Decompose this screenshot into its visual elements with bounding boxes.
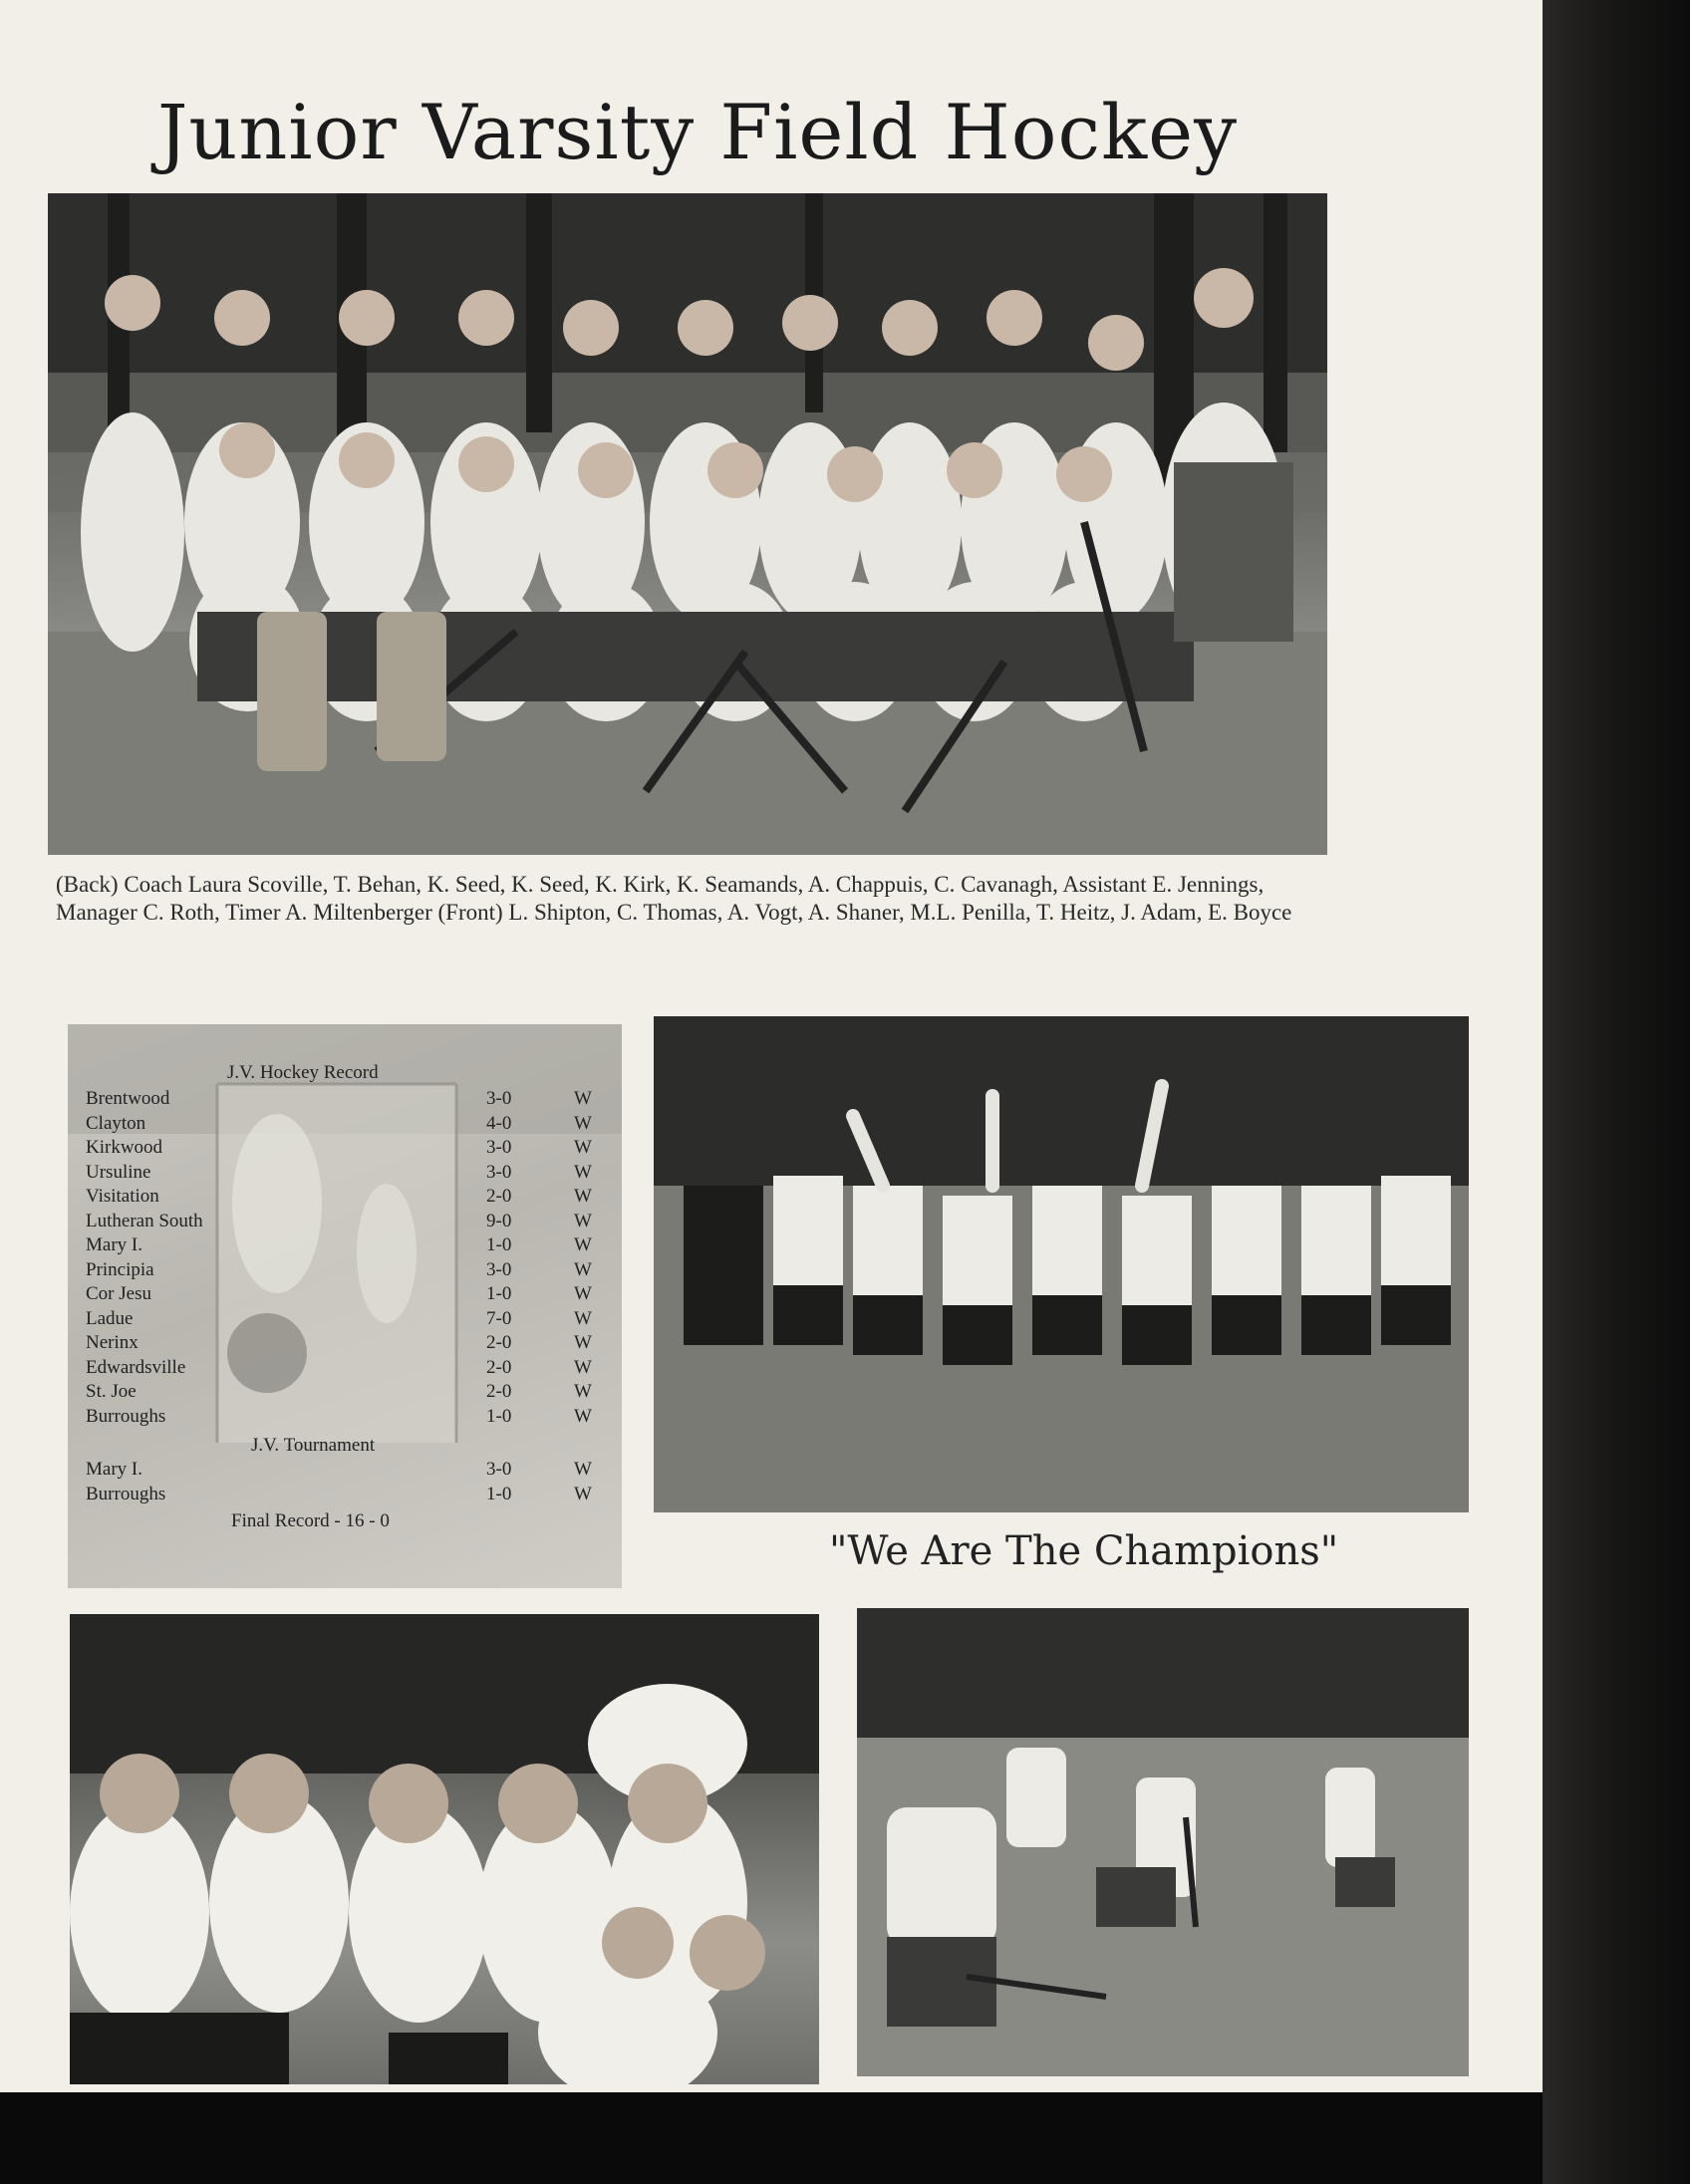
record-row (86, 1332, 604, 1352)
game-score: 2-0 (486, 1381, 512, 1402)
opponent-name: St. Joe (86, 1381, 137, 1402)
final-record: Final Record - 16 - 0 (231, 1510, 390, 1531)
game-score: 3-0 (486, 1258, 512, 1280)
record-row (86, 1162, 604, 1182)
opponent-name: Burroughs (86, 1405, 166, 1427)
game-result: W (574, 1234, 592, 1255)
game-result: W (574, 1483, 592, 1504)
record-row (86, 1484, 604, 1503)
game-score: 3-0 (486, 1088, 512, 1109)
team-group-photo-art (70, 1614, 819, 2084)
game-score: 4-0 (486, 1112, 512, 1134)
game-result: W (574, 1405, 592, 1427)
tournament-title: J.V. Tournament (251, 1435, 376, 1456)
record-row (86, 1406, 604, 1426)
game-score: 3-0 (486, 1459, 512, 1480)
game-score: 1-0 (486, 1405, 512, 1427)
game-score: 7-0 (486, 1307, 512, 1329)
game-result: W (574, 1186, 592, 1207)
opponent-name: Mary I. (86, 1234, 142, 1255)
record-row (86, 1259, 604, 1279)
game-result: W (574, 1210, 592, 1231)
game-result: W (574, 1332, 592, 1353)
game-score: 9-0 (486, 1210, 512, 1231)
opponent-name: Brentwood (86, 1088, 170, 1109)
game-result: W (574, 1381, 592, 1402)
record-row (86, 1283, 604, 1303)
game-action-photo-art (857, 1608, 1469, 2076)
book-spine (1543, 0, 1690, 2184)
opponent-name: Visitation (86, 1186, 159, 1207)
game-score: 1-0 (486, 1234, 512, 1255)
jv-hockey-record-table (68, 1024, 622, 1588)
celebration-photo-art (654, 1016, 1469, 1512)
record-row (86, 1113, 604, 1133)
opponent-name: Ladue (86, 1307, 134, 1329)
team-photo (48, 193, 1327, 855)
game-result: W (574, 1283, 592, 1304)
game-score: 2-0 (486, 1356, 512, 1378)
game-result: W (574, 1161, 592, 1183)
champions-caption: "We Are The Champions" (829, 1528, 1339, 1574)
game-result: W (574, 1088, 592, 1109)
record-row (86, 1137, 604, 1157)
game-result: W (574, 1112, 592, 1134)
record-row (86, 1357, 604, 1377)
game-result: W (574, 1459, 592, 1480)
game-score: 2-0 (486, 1186, 512, 1207)
record-row (86, 1186, 604, 1206)
record-title: J.V. Hockey Record (227, 1062, 379, 1083)
opponent-name: Edwardsville (86, 1356, 186, 1378)
opponent-name: Principia (86, 1258, 154, 1280)
game-result: W (574, 1356, 592, 1378)
game-result: W (574, 1307, 592, 1329)
opponent-name: Cor Jesu (86, 1283, 151, 1304)
record-row (86, 1381, 604, 1401)
game-score: 1-0 (486, 1283, 512, 1304)
record-row (86, 1234, 604, 1254)
game-result: W (574, 1137, 592, 1158)
game-result: W (574, 1258, 592, 1280)
record-row (86, 1459, 604, 1479)
record-row (86, 1211, 604, 1230)
opponent-name: Mary I. (86, 1459, 142, 1480)
opponent-name: Lutheran South (86, 1210, 203, 1231)
game-score: 3-0 (486, 1161, 512, 1183)
team-photo-caption: (Back) Coach Laura Scoville, T. Behan, K. Seed, K. Seed, K. Kirk, K. Seamands, A. Chappuis, C. Cavanagh, Assistant E. Jennings, Manager C. Roth, Timer A. Miltenberger (Front) L. Shipton, C. Thomas, A. Vogt, A. Shaner, M.L. Penilla, T. Heitz, J. Adam, E. Boyce (56, 872, 1292, 925)
game-score: 2-0 (486, 1332, 512, 1353)
opponent-name: Clayton (86, 1112, 146, 1134)
opponent-name: Kirkwood (86, 1137, 163, 1158)
game-score: 3-0 (486, 1137, 512, 1158)
team-photo-art (48, 193, 1327, 855)
opponent-name: Nerinx (86, 1332, 139, 1353)
record-row (86, 1088, 604, 1108)
record-row (86, 1308, 604, 1328)
page-title: Junior Varsity Field Hockey (156, 88, 1239, 176)
opponent-name: Ursuline (86, 1161, 151, 1183)
celebration-photo (654, 1016, 1469, 1512)
game-action-photo (857, 1608, 1469, 2076)
opponent-name: Burroughs (86, 1483, 166, 1504)
game-score: 1-0 (486, 1483, 512, 1504)
team-group-photo (70, 1614, 819, 2084)
page-bottom-edge (0, 2092, 1543, 2184)
